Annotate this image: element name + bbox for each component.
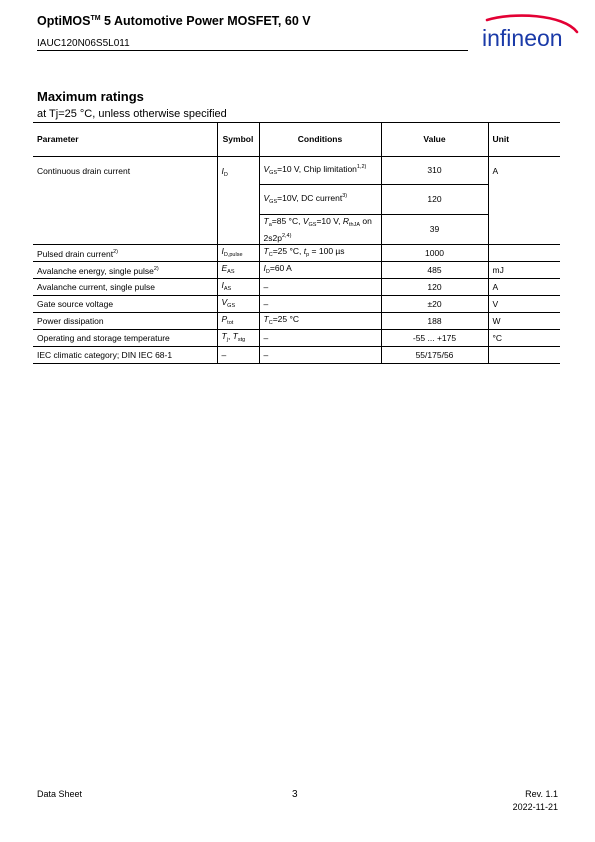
conditions-cell: $T_C=25$ °C <box>259 313 381 330</box>
value-cell: ±20 <box>381 296 488 313</box>
footer-doc-type: Data Sheet <box>37 789 83 799</box>
footer-page-number: 3 <box>292 789 298 800</box>
header-conditions: Conditions <box>259 123 381 157</box>
table-row-pulsed-drain-current <box>33 245 560 262</box>
value-cell: 310 <box>381 157 488 185</box>
header-divider <box>37 50 468 51</box>
infineon-logo <box>473 14 583 62</box>
table-row-avalanche-energy <box>33 262 560 279</box>
table-header-row <box>33 123 560 157</box>
table-row-power-dissipation <box>33 313 560 330</box>
conditions-cell: – <box>259 330 381 347</box>
table-row-gate-source-voltage <box>33 296 560 313</box>
parameter-cell: Gate source voltage <box>33 296 217 313</box>
footer-date: 2022-11-21 <box>512 802 558 812</box>
value-cell: 120 <box>381 185 488 215</box>
conditions-cell: – <box>259 296 381 313</box>
part-number: IAUC120N06S5L011 <box>37 38 130 49</box>
value-cell: -55 ... +175 <box>381 330 488 347</box>
parameter-cell: Continuous drain current <box>33 157 217 245</box>
symbol-cell: $I_D$ <box>217 157 259 245</box>
symbol-cell: $V_{GS}$ <box>217 296 259 313</box>
symbol-cell: $I_{AS}$ <box>217 279 259 296</box>
header-symbol: Symbol <box>217 123 259 157</box>
header-value: Value <box>381 123 488 157</box>
value-cell: 55/175/56 <box>381 347 488 364</box>
unit-cell <box>488 245 560 262</box>
table-row-continuous-drain-current <box>33 157 560 185</box>
value-cell: 120 <box>381 279 488 296</box>
unit-cell: °C <box>488 330 560 347</box>
footer-revision: Rev. 1.1 <box>525 789 558 799</box>
header-unit: Unit <box>488 123 560 157</box>
document-title: OptiMOS™ 5 Automotive Power MOSFET, 60 V <box>37 14 311 28</box>
parameter-cell: Power dissipation <box>33 313 217 330</box>
parameter-cell: Avalanche current, single pulse <box>33 279 217 296</box>
unit-cell: mJ <box>488 262 560 279</box>
section-subtitle: at Tj=25 °C, unless otherwise specified <box>37 108 227 120</box>
conditions-cell: $V_{GS}=10V$, DC current$^{3)}$ <box>259 185 381 215</box>
conditions-cell: $I_D=60$ A <box>259 262 381 279</box>
symbol-cell: $E_{AS}$ <box>217 262 259 279</box>
table-row-temperature <box>33 330 560 347</box>
value-cell: 188 <box>381 313 488 330</box>
table-row-climatic-category <box>33 347 560 364</box>
parameter-cell: Pulsed drain current$^{2)}$ <box>33 245 217 262</box>
conditions-cell: $T_C=25$ °C, $t_p = 100$ µs <box>259 245 381 262</box>
value-cell: 39 <box>381 215 488 245</box>
table-row-avalanche-current <box>33 279 560 296</box>
section-title: Maximum ratings <box>37 89 144 104</box>
unit-cell: A <box>488 157 560 245</box>
unit-cell <box>488 347 560 364</box>
parameter-cell: Avalanche energy, single pulse$^{2)}$ <box>33 262 217 279</box>
symbol-cell: $P_{tot}$ <box>217 313 259 330</box>
symbol-cell: – <box>217 347 259 364</box>
conditions-cell: – <box>259 279 381 296</box>
parameter-cell: IEC climatic category; DIN IEC 68-1 <box>33 347 217 364</box>
value-cell: 1000 <box>381 245 488 262</box>
value-cell: 485 <box>381 262 488 279</box>
unit-cell: V <box>488 296 560 313</box>
header-parameter: Parameter <box>33 123 217 157</box>
parameter-cell: Operating and storage temperature <box>33 330 217 347</box>
conditions-cell: – <box>259 347 381 364</box>
unit-cell: W <box>488 313 560 330</box>
logo-wordmark: infineon <box>482 25 563 51</box>
unit-cell: A <box>488 279 560 296</box>
conditions-cell: $T_a=85$ °C, $V_{GS}=10$ V, $R_{thJA}$ on $2s2p^{2,4)}$ <box>259 215 381 245</box>
conditions-cell: $V_{GS}=10$ V, Chip limitation$^{1,2)}$ <box>259 157 381 185</box>
symbol-cell: $I_{D,pulse}$ <box>217 245 259 262</box>
symbol-cell: $T_j$, $T_{stg}$ <box>217 330 259 347</box>
maximum-ratings-table <box>33 122 560 364</box>
